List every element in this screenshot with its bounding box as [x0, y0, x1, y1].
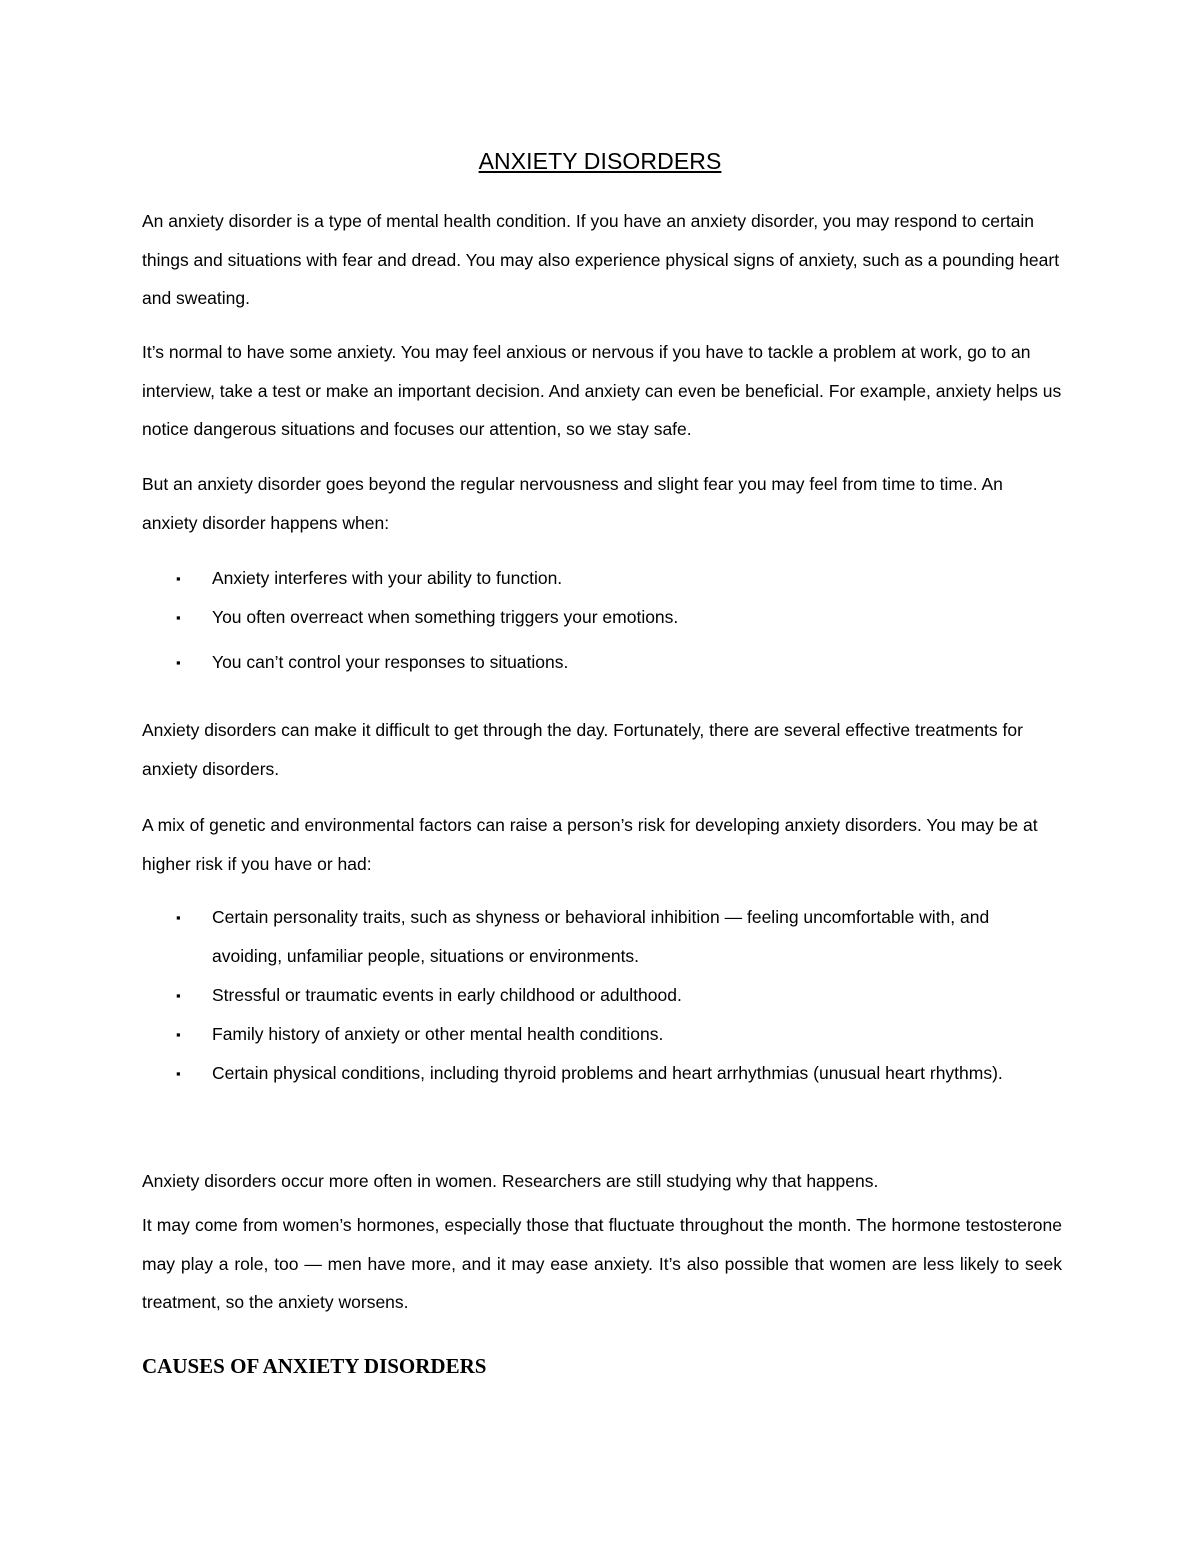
- list-item: [142, 898, 1062, 976]
- list-item: [142, 598, 1062, 637]
- paragraph-risk-intro: A mix of genetic and environmental factors can raise a person’s risk for developing anxiety disorders. You may be at higher risk if you have or had:: [142, 815, 1038, 874]
- paragraph-hormones: It may come from women’s hormones, especially those that fluctuate throughout the month. The hormone testosterone may play a role, too — men have more, and it may ease anxiety. It’s also possible that women are less likely to seek treatment, so the anxiety worsens.: [142, 1215, 1062, 1312]
- list-item: [142, 643, 1062, 682]
- list-risk-factors: [142, 898, 1062, 1093]
- list-item-text: Certain personality traits, such as shyness or behavioral inhibition — feeling uncomfortable with, and avoiding, unfamiliar people, situations or environments.: [212, 907, 990, 966]
- list-item: [142, 559, 1062, 598]
- list-item: [142, 976, 1062, 1015]
- bullet-icon: ▪: [176, 610, 181, 625]
- list-item: [142, 1015, 1062, 1054]
- paragraph-disorder-intro: But an anxiety disorder goes beyond the regular nervousness and slight fear you may feel from time to time. An anxiety disorder happens when:: [142, 474, 1003, 533]
- bullet-icon: ▪: [176, 1066, 181, 1081]
- bullet-icon: ▪: [176, 571, 181, 586]
- list-item-text: Family history of anxiety or other mental health conditions.: [212, 1024, 664, 1044]
- list-item: [142, 1054, 1062, 1093]
- list-item-text: Certain physical conditions, including thyroid problems and heart arrhythmias (unusual heart rhythms).: [212, 1063, 1003, 1083]
- paragraph-women: Anxiety disorders occur more often in women. Researchers are still studying why that happens.: [142, 1171, 879, 1191]
- list-item-text: Anxiety interferes with your ability to function.: [212, 568, 563, 588]
- bullet-icon: ▪: [176, 655, 181, 670]
- paragraph-definition: An anxiety disorder is a type of mental health condition. If you have an anxiety disorder, you may respond to certain things and situations with fear and dread. You may also experience physical signs of anxiety, such as a pounding heart and sweating.: [142, 211, 1060, 308]
- section-heading-causes: CAUSES OF ANXIETY DISORDERS: [142, 1354, 487, 1378]
- bullet-icon: ▪: [176, 1027, 181, 1042]
- paragraph-normal-anxiety: It’s normal to have some anxiety. You may feel anxious or nervous if you have to tackle a problem at work, go to an interview, take a test or make an important decision. And anxiety can even be beneficial. For example, anxiety helps us notice dangerous situations and focuses our attention, so we stay safe.: [142, 342, 1062, 439]
- list-disorder-signs: [142, 559, 1062, 682]
- document-title: ANXIETY DISORDERS: [478, 148, 722, 174]
- list-item-text: You can’t control your responses to situations.: [212, 652, 569, 672]
- bullet-icon: ▪: [176, 988, 181, 1003]
- list-item-text: Stressful or traumatic events in early childhood or adulthood.: [212, 985, 682, 1005]
- list-item-text: You often overreact when something triggers your emotions.: [212, 607, 679, 627]
- paragraph-difficulty: Anxiety disorders can make it difficult to get through the day. Fortunately, there are several effective treatments for anxiety disorders.: [142, 720, 1023, 779]
- bullet-icon: ▪: [176, 910, 181, 925]
